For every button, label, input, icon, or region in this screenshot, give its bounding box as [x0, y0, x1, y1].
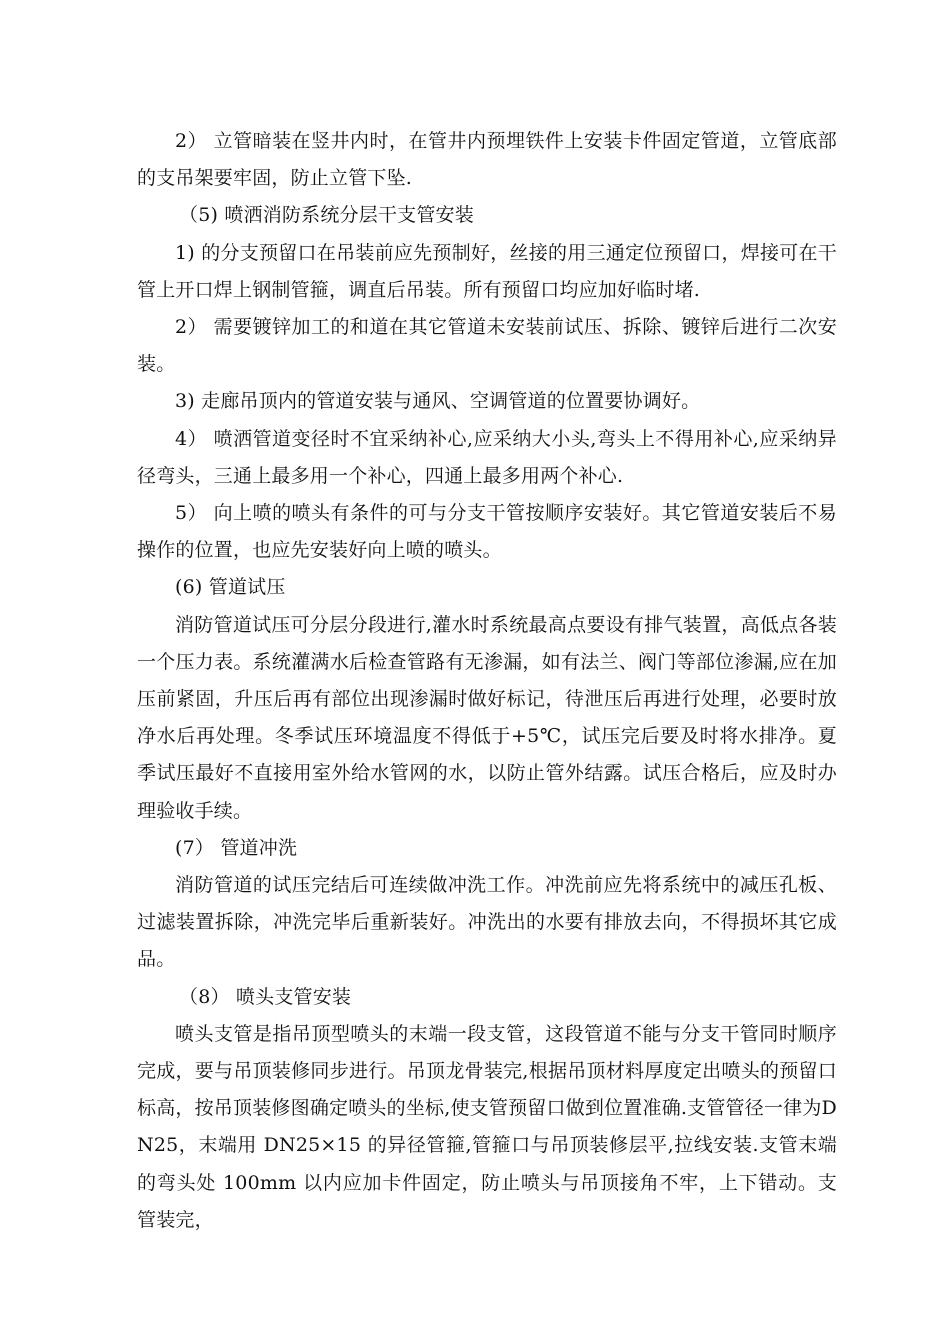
- paragraph-head-branch: 喷头支管是指吊顶型喷头的末端一段支管，这段管道不能与分支干管同时顺序完成，要与吊顶装修同步进行。吊顶龙骨装完,根据吊顶材料厚度定出喷头的预留口标高，按吊顶装修图确定喷头的坐标,使支管预留口做到位置准确.支管管径一律为DN25，末端用 DN25×15 的异径管箍,管箍口与吊顶装修层平,拉线安装.支管末端的弯头处 100mm 以内应加卡件固定，防止喷头与吊顶接角不牢，上下错动。支管装完，: [137, 1022, 837, 1231]
- paragraph-upright-heads: 5） 向上喷的喷头有条件的可与分支干管按顺序安装好。其它管道安装后不易操作的位置，也应先安装好向上喷的喷头。: [137, 502, 837, 562]
- paragraph-galvanizing: 2） 需要镀锌加工的和道在其它管道未安装前试压、拆除、镀锌后进行二次安装。: [137, 316, 837, 376]
- paragraph-flushing: 消防管道的试压完结后可连续做冲洗工作。冲洗前应先将系统中的减压孔板、过滤装置拆除，冲洗完毕后重新装好。冲洗出的水要有排放去向，不得损坏其它成品。: [137, 874, 837, 971]
- heading-pressure-test: (6) 管道试压: [175, 576, 286, 599]
- paragraph-pressure-test: 消防管道试压可分层分段进行,灌水时系统最高点要设有排气装置，高低点各装一个压力表。系统灌满水后检查管路有无渗漏，如有法兰、阀门等部位渗漏,应在加压前紧固，升压后再有部位出现渗漏时做好标记，待泄压后再进行处理，必要时放净水后再处理。冬季试压环境温度不得低于+5℃，试压完后要及时将水排净。夏季试压最好不直接用室外给水管网的水，以防止管外结露。试压合格后，应及时办理验收手续。: [137, 613, 837, 822]
- paragraph-reducer: 4） 喷洒管道变径时不宜采纳补心,应采纳大小头,弯头上不得用补心,应采纳异径弯头，三通上最多用一个补心，四通上最多用两个补心.: [137, 427, 837, 487]
- paragraph-corridor-ceiling: 3) 走廊吊顶内的管道安装与通风、空调管道的位置要协调好。: [175, 390, 701, 413]
- paragraph-riser-concealed: 2） 立管暗装在竖井内时，在管井内预埋铁件上安装卡件固定管道，立管底部的支吊架要牢固，防止立管下坠.: [137, 130, 837, 190]
- paragraph-branch-reserved-openings: 1) 的分支预留口在吊装前应先预制好，丝接的用三通定位预留口，焊接可在干管上开口焊上钢制管箍，调直后吊装。所有预留口均应加好临时堵.: [137, 241, 837, 301]
- heading-head-branch-install: （8） 喷头支管安装: [179, 985, 352, 1008]
- heading-flushing: (7） 管道冲洗: [175, 836, 298, 859]
- heading-sprinkler-branch-install: （5) 喷洒消防系统分层干支管安装: [179, 204, 474, 227]
